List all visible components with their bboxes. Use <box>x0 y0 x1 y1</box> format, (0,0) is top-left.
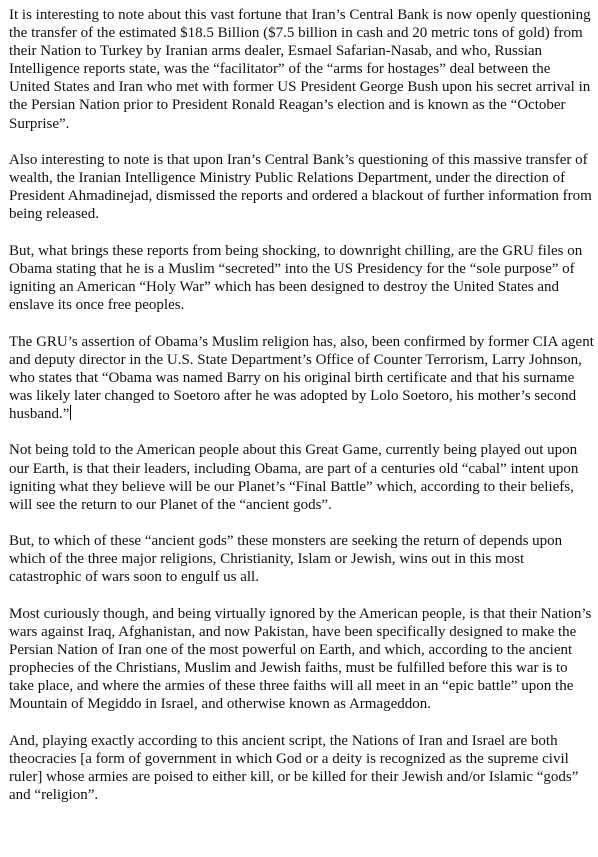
paragraph-7: Most curiously though, and being virtually ignored by the American people, is that their Nation’s wars against Iraq, Afghanistan, and now Pakistan, have been specifically designed to make the Persian Nation of Iran one of the most powerful on Earth, and which, according to the ancient prophecies of the Christians, Muslim and Jewish faiths, must be fulfilled before this war is to take place, and where the armies of these three faiths will all meet in an “epic battle” upon the Mountain of Megiddo in Israel, and otherwise known as Armageddon. <box>9 605 592 713</box>
paragraph-4 <box>9 333 594 423</box>
text-cursor <box>70 405 71 420</box>
document-body[interactable] <box>9 6 594 823</box>
paragraph-8: And, playing exactly according to this ancient script, the Nations of Iran and Israel are both theocracies [a form of government in which God or a deity is recognized as the supreme civil ruler] whose armies are poised to either kill, or be killed for their Jewish and/or Islamic “gods” and “religion”. <box>9 732 579 804</box>
paragraph-3: But, what brings these reports from being shocking, to downright chilling, are the GRU files on Obama stating that he is a Muslim “secreted” into the US Presidency for the “sole purpose” of igniting an American “Holy War” which has been designed to destroy the United States and enslave its once free peoples. <box>9 242 583 314</box>
paragraph-1: It is interesting to note about this vast fortune that Iran’s Central Bank is now openly questioning the transfer of the estimated $18.5 Billion ($7.5 billion in cash and 20 metric tons of gold) from their Nation to Turkey by Iranian arms dealer, Esmael Safarian-Nasab, and who, Russian Intelligence reports state, was the “facilitator” of the “arms for hostages” deal between the United States and Iran who met with former US President George Bush upon his secret arrival in the Persian Nation prior to President Ronald Reagan’s election and is known as the “October Surprise”. <box>9 7 591 132</box>
paragraph-2: Also interesting to note is that upon Iran’s Central Bank’s questioning of this massive transfer of wealth, the Iranian Intelligence Ministry Public Relations Department, under the direction of President Ahmadinejad, dismissed the reports and ordered a blackout of further information from being released. <box>9 152 592 223</box>
paragraph-4-text: The GRU’s assertion of Obama’s Muslim religion has, also, been confirmed by former CIA agent and deputy director in the U.S. State Department’s Office of Counter Terrorism, Larry Johnson, who states that “Obama was named Barry on his original birth certificate and that his surname was likely later changed to Soetoro after he was adopted by Lolo Soetoro, his mother’s second husband.” <box>9 333 594 422</box>
paragraph-5: Not being told to the American people about this Great Game, currently being played out upon our Earth, is that their leaders, including Obama, are part of a centuries old “cabal” intent upon igniting what they believe will be our Planet’s “Final Battle” which, according to their beliefs, will see the return to our Planet of the “ancient gods”. <box>9 442 579 513</box>
paragraph-6: But, to which of these “ancient gods” these monsters are seeking the return of depends upon which of the three major religions, Christianity, Islam or Jewish, wins out in this most catastrophic of wars soon to engulf us all. <box>9 533 563 586</box>
